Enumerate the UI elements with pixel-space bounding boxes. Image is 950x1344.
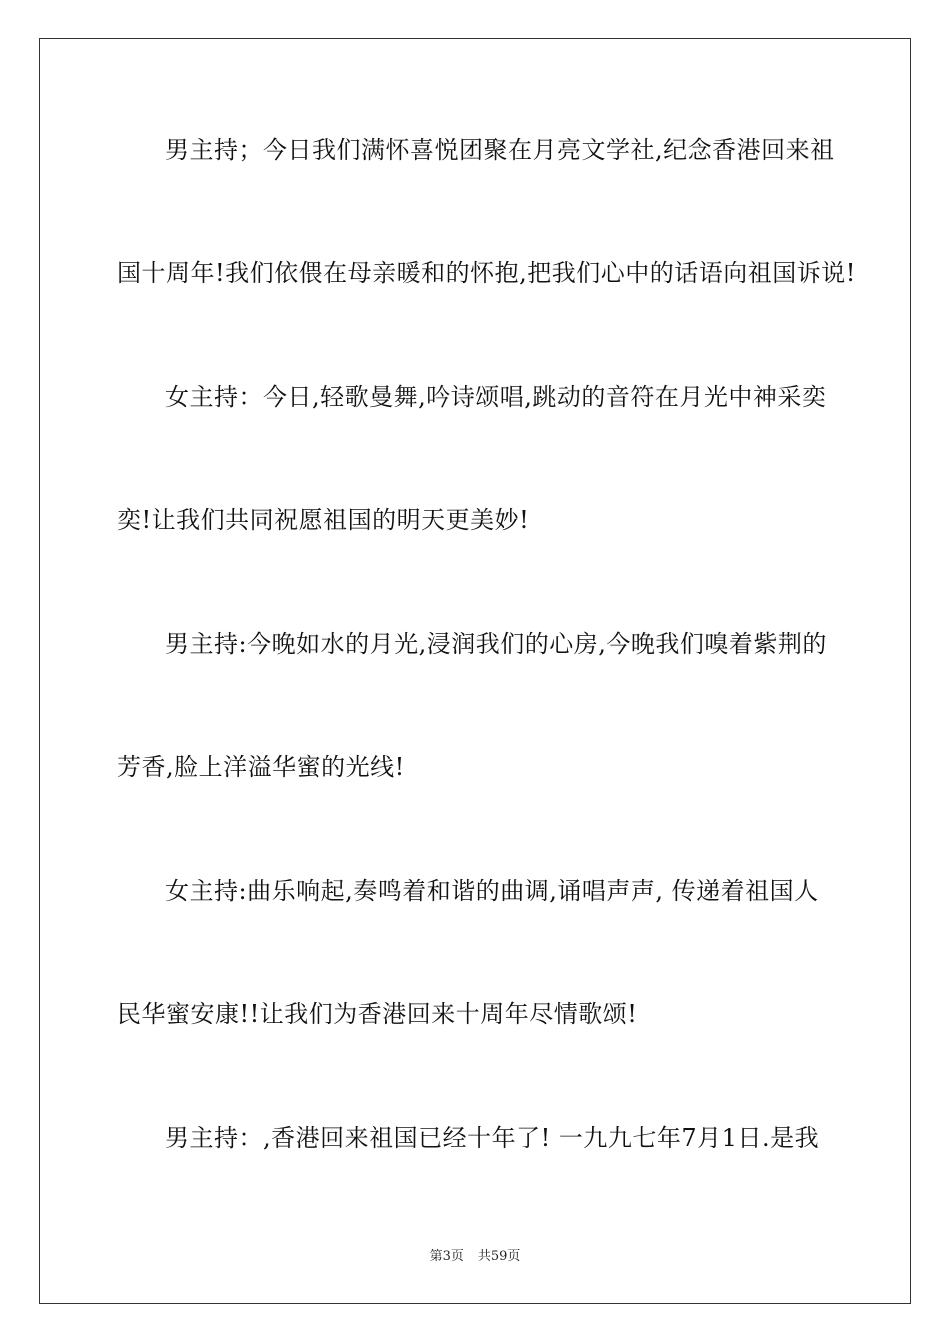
- page-footer: [0, 1248, 950, 1266]
- paragraph-line-8: 民华蜜安康!!让我们为香港回来十周年尽情歌颂!: [117, 1000, 638, 1028]
- paragraph-line-2: 国十周年!我们依偎在母亲暖和的怀抱,把我们心中的话语向祖国诉说!: [117, 259, 856, 287]
- paragraph-line-4: 奕!让我们共同祝愿祖国的明天更美妙!: [117, 506, 530, 534]
- paragraph-line-1: 男主持；今日我们满怀喜悦团聚在月亮文学社,纪念香港回来祖: [165, 136, 835, 164]
- page-frame: [39, 38, 911, 1304]
- page-number: 第3页: [429, 1249, 464, 1264]
- paragraph-line-5: 男主持:今晚如水的月光,浸润我们的心房,今晚我们嗅着紫荆的: [165, 630, 827, 658]
- paragraph-line-9: 男主持：,香港回来祖国已经十年了! 一九九七年7月1日.是我: [165, 1124, 820, 1152]
- paragraph-line-6: 芳香,脸上洋溢华蜜的光线!: [117, 753, 405, 781]
- paragraph-line-3: 女主持：今日,轻歌曼舞,吟诗颂唱,跳动的音符在月光中神采奕: [165, 383, 827, 411]
- page-total: 共59页: [477, 1249, 521, 1264]
- paragraph-line-7: 女主持:曲乐响起,奏鸣着和谐的曲调,诵唱声声, 传递着祖国人: [165, 877, 819, 905]
